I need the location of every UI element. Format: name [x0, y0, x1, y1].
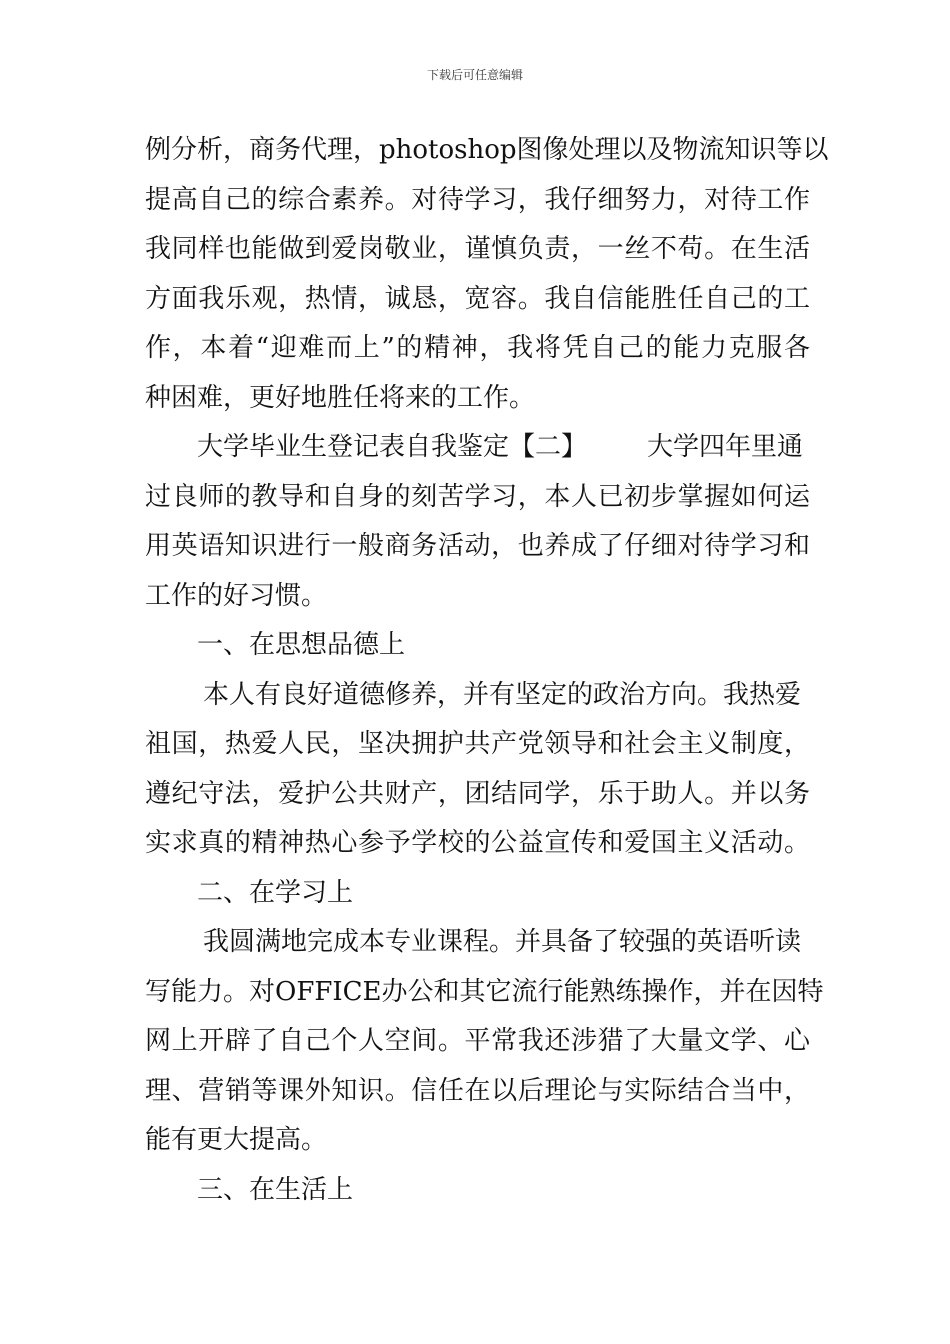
- text-line: 我圆满地完成本专业课程。并具备了较强的英语听读: [203, 927, 802, 957]
- text-line: 工作的好习惯。: [145, 580, 328, 611]
- section-title-line: [145, 423, 810, 473]
- text-line: 提高自己的综合素养。对待学习，我仔细努力，对待工作: [145, 184, 810, 215]
- text-line: 祖国，热爱人民，坚决拥护共产党领导和社会主义制度，: [145, 729, 810, 759]
- text-line: 过良师的教导和自身的刻苦学习，本人已初步掌握如何运: [145, 481, 810, 512]
- section-title: 大学毕业生登记表自我鉴定【二】: [197, 432, 588, 462]
- subheading: 一、在思想品德上: [197, 630, 406, 660]
- text-line: 遵纪守法，爱护公共财产，团结同学，乐于助人。并以务: [145, 778, 810, 809]
- text-line: 例分析，商务代理，photoshop图像处理以及物流知识等以: [145, 135, 829, 165]
- text-line: 我同样也能做到爱岗敬业，谨慎负责，一丝不苟。在生活: [145, 234, 810, 264]
- document-body: [145, 126, 829, 1215]
- text-line: 实求真的精神热心参予学校的公益宣传和爱国主义活动。: [145, 828, 810, 858]
- text-line: 种困难，更好地胜任将来的工作。: [145, 382, 536, 413]
- text-line: 网上开辟了自己个人空间。平常我还涉猎了大量文学、心: [145, 1026, 810, 1056]
- text-line: 作，本着“迎难而上”的精神，我将凭自己的能力克服各: [145, 333, 810, 363]
- text-line: 用英语知识进行一般商务活动，也养成了仔细对待学习和: [145, 531, 810, 561]
- page-header-note: 下载后可任意编辑: [426, 68, 523, 82]
- text-line: 方面我乐观，热情，诚恳，宽容。我自信能胜任自己的工: [145, 283, 810, 314]
- text-line: 本人有良好道德修养，并有坚定的政治方向。我热爱: [203, 679, 802, 710]
- subheading: 三、在生活上: [197, 1174, 354, 1205]
- text-line: 理、营销等课外知识。信任在以后理论与实际结合当中，: [145, 1075, 810, 1106]
- text-line: 能有更大提高。: [145, 1125, 328, 1155]
- text-line: 写能力。对OFFICE办公和其它流行能熟练操作，并在因特: [145, 976, 824, 1007]
- subheading: 二、在学习上: [197, 877, 354, 908]
- paragraph-start: 大学四年里通: [647, 432, 804, 462]
